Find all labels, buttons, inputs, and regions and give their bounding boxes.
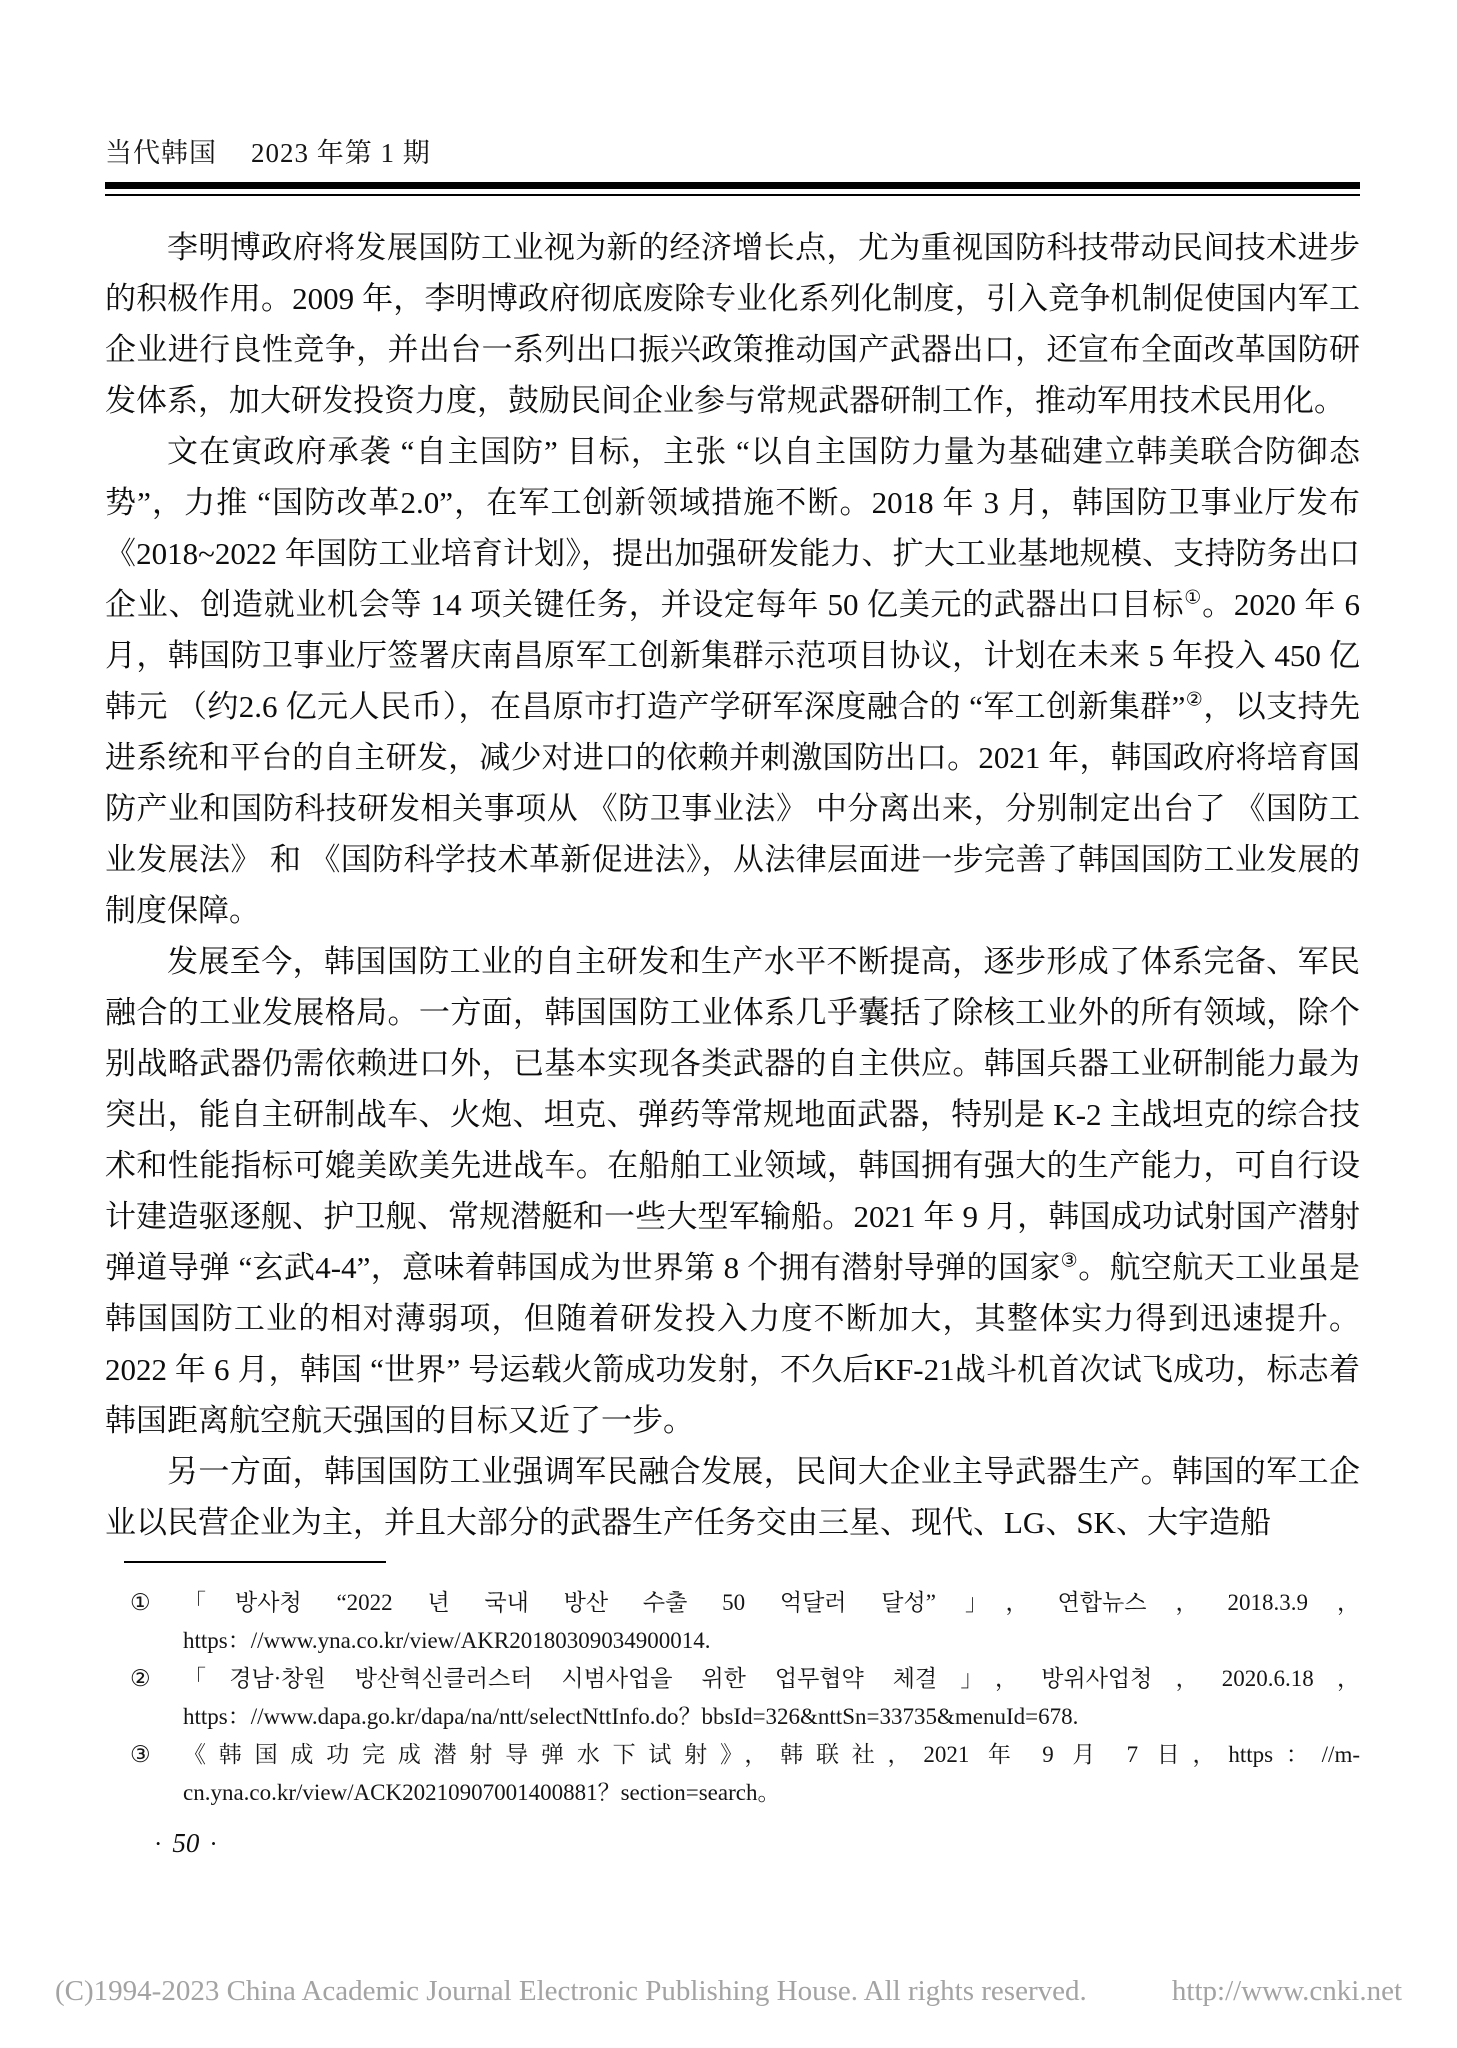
journal-title: 当代韩国 bbox=[105, 138, 217, 168]
paragraph bbox=[105, 1446, 1360, 1548]
paragraph-text: 。2020 年 6 月，韩国防卫事业厅签署庆南昌原军工创新集群示范项目协议，计划在未来 5 年投入 450 亿韩元 （约2.6 亿元人民币），在昌原市打造产学研军深度融合的 “军工创新集群” bbox=[105, 587, 1361, 724]
footnote-text: 「방사청 “2022 년 국내 방산 수출 50 억달러 달성”」，연합뉴스，2018.3.9，https：//www.yna.co.kr/view/AKR20180309034900014. bbox=[183, 1590, 1360, 1653]
footnote-list bbox=[105, 1584, 1360, 1812]
footnote-ref: ② bbox=[1185, 689, 1204, 711]
page-number-value: 50 bbox=[172, 1828, 200, 1858]
footnote-marker: ③ bbox=[130, 1742, 151, 1767]
footnote-item bbox=[105, 1660, 1360, 1736]
footnote-marker: ① bbox=[130, 1590, 151, 1615]
paragraph-text: ，以支持先进系统和平台的自主研发，减少对进口的依赖并刺激国防出口。2021 年，韩国政府将培育国防产业和国防科技研发相关事项从 《防卫事业法》 中分离出来，分别制定出台了 《国防工业发展法》 和 《国防科学技术革新促进法》，从法律层面进一步完善了韩国国防工业发展的制度保障。 bbox=[105, 689, 1361, 928]
paragraph bbox=[105, 936, 1360, 1446]
paragraph-text: 李明博政府将发展国防工业视为新的经济增长点，尤为重视国防科技带动民间技术进步的积极作用。2009 年，李明博政府彻底废除专业化系列化制度，引入竞争机制促使国内军工企业进行良性竞争，并出台一系列出口振兴政策推动国产武器出口，还宣布全面改革国防研发体系，加大研发投资力度，鼓励民间企业参与常规武器研制工作，推动军用技术民用化。 bbox=[105, 230, 1360, 418]
footnote-separator bbox=[124, 1561, 386, 1563]
paragraph bbox=[105, 426, 1360, 936]
paragraph bbox=[105, 222, 1360, 426]
paragraph-text: 发展至今，韩国国防工业的自主研发和生产水平不断提高，逐步形成了体系完备、军民融合的工业发展格局。一方面，韩国国防工业体系几乎囊括了除核工业外的所有领域，除个别战略武器仍需依赖进口外，已基本实现各类武器的自主供应。韩国兵器工业研制能力最为突出，能自主研制战车、火炮、坦克、弹药等常规地面武器，特别是 K-2 主战坦克的综合技术和性能指标可媲美欧美先进战车。在船舶工业领域，韩国拥有强大的生产能力，可自行设计建造驱逐舰、护卫舰、常规潜艇和一些大型军输船。2021 年 9 月，韩国成功试射国产潜射弹道导弹 “玄武4-4”，意味着韩国成为世界第 8 个拥有潜射导弹的国家 bbox=[105, 944, 1360, 1285]
body-paragraphs bbox=[105, 222, 1360, 1548]
issue-label: 2023 年第 1 期 bbox=[251, 138, 431, 168]
page-number-left-dot: · bbox=[154, 1831, 163, 1858]
paragraph-text: 另一方面，韩国国防工业强调军民融合发展，民间大企业主导武器生产。韩国的军工企业以民营企业为主，并且大部分的武器生产任务交由三星、现代、LG、SK、大宇造船 bbox=[105, 1454, 1360, 1540]
footer-url: http://www.cnki.net bbox=[1171, 1975, 1402, 2007]
page-number bbox=[105, 1828, 1360, 1859]
footnote-item bbox=[105, 1584, 1360, 1660]
header-rule-thin bbox=[105, 194, 1360, 196]
running-head bbox=[105, 138, 1360, 168]
cnki-footer bbox=[55, 1974, 1402, 2008]
footnote-marker: ② bbox=[130, 1666, 151, 1691]
page-content bbox=[105, 0, 1360, 1859]
footnote-ref: ③ bbox=[1060, 1250, 1079, 1272]
footnote-item bbox=[105, 1736, 1360, 1812]
footnote-text: 《韩国成功完成潜射导弹水下试射》，韩联社，2021 年 9 月 7 日，https：//m-cn.yna.co.kr/view/ACK20210907001400881？section=search。 bbox=[183, 1742, 1360, 1805]
header-rule-thick bbox=[105, 182, 1360, 189]
paragraph-text: 文在寅政府承袭 “自主国防” 目标，主张 “以自主国防力量为基础建立韩美联合防御态势”，力推 “国防改革2.0”，在军工创新领域措施不断。2018 年 3 月，韩国防卫事业厅发布 《2018~2022 年国防工业培育计划》，提出加强研发能力、扩大工业基地规模、支持防务出口企业、创造就业机会等 14 项关键任务，并设定每年 50 亿美元的武器出口目标 bbox=[105, 434, 1360, 622]
paragraph-text: 。航空航天工业虽是韩国国防工业的相对薄弱项，但随着研发投入力度不断加大，其整体实力得到迅速提升。2022 年 6 月，韩国 “世界” 号运载火箭成功发射，不久后KF-21战斗机首次试飞成功，标志着韩国距离航空航天强国的目标又近了一步。 bbox=[105, 1250, 1361, 1438]
footnote-text: 「경남·창원 방산혁신클러스터 시범사업을 위한 업무협약 체결」，방위사업청，2020.6.18，https：//www.dapa.go.kr/dapa/na/ntt/selectNttInfo.do？bbsId=326&nttSn=33735&menuId=678. bbox=[183, 1666, 1360, 1729]
footnote-ref: ① bbox=[1184, 587, 1203, 609]
footer-copyright: (C)1994-2023 China Academic Journal Electronic Publishing House. All rights reserved. bbox=[55, 1975, 1087, 2007]
page-number-right-dot: · bbox=[209, 1831, 218, 1858]
